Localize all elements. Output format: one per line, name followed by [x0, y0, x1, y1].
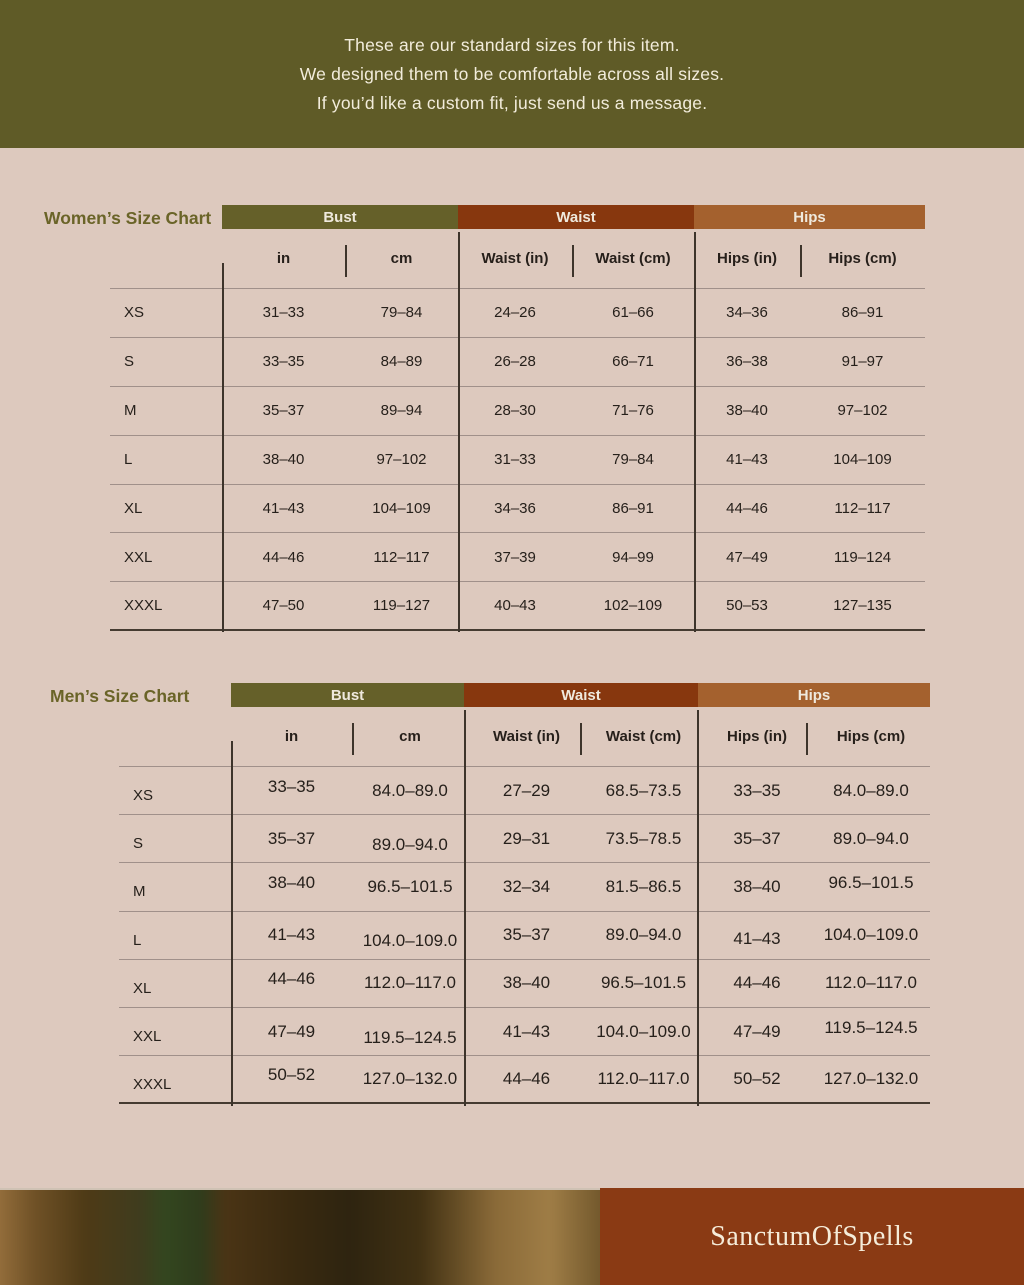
- measurement-value: 36–38: [726, 353, 768, 371]
- measurement-value: 84–89: [380, 353, 423, 371]
- size-label: M: [124, 402, 137, 420]
- measurement-value: 86–91: [612, 500, 654, 517]
- measurement-value: 31–33: [262, 304, 305, 322]
- table-row: [119, 1056, 930, 1104]
- size-label: L: [133, 931, 142, 949]
- table-row: [119, 912, 930, 960]
- women-chart-title: Women’s Size Chart: [44, 208, 212, 228]
- divider-tick: [800, 245, 802, 277]
- size-label: M: [133, 883, 146, 901]
- measurement-value: 41–43: [267, 925, 316, 945]
- waist-band: Waist: [458, 205, 694, 229]
- measurement-value: 35–37: [733, 828, 781, 848]
- col-header-hips-in: Hips (in): [717, 250, 777, 267]
- measurement-value: 41–43: [502, 1021, 551, 1041]
- table-row: [119, 863, 930, 911]
- measurement-value: 112.0–117.0: [824, 973, 917, 993]
- size-label: XXXL: [133, 1075, 172, 1093]
- measurement-value: 102–109: [603, 597, 663, 615]
- hips-band: Hips: [694, 205, 925, 229]
- divider-line: [697, 710, 699, 1106]
- measurement-value: 28–30: [494, 402, 536, 420]
- measurement-value: 26–28: [494, 353, 536, 371]
- measurement-value: 127–135: [833, 597, 892, 615]
- measurement-value: 89.0–94.0: [833, 828, 909, 848]
- waist-band: Waist: [464, 683, 698, 707]
- col-header-bust-in: in: [284, 728, 299, 745]
- measurement-value: 79–84: [612, 451, 654, 469]
- measurement-value: 127.0–132.0: [823, 1069, 919, 1089]
- measurement-value: 41–43: [726, 451, 768, 469]
- divider-tick: [345, 245, 347, 277]
- product-photo: [0, 1188, 600, 1285]
- measurement-value: 40–43: [494, 597, 536, 615]
- measurement-value: 112–117: [834, 500, 891, 517]
- table-row: [110, 436, 925, 485]
- table-row: [110, 289, 925, 338]
- measurement-value: 73.5–78.5: [605, 828, 682, 848]
- measurement-value: 97–102: [376, 451, 427, 469]
- men-chart-title: Men’s Size Chart: [50, 686, 190, 706]
- divider-line: [231, 741, 233, 1106]
- women-header-bands: [222, 205, 925, 229]
- measurement-value: 96.5–101.5: [600, 973, 687, 993]
- measurement-value: 81.5–86.5: [605, 876, 682, 896]
- measurement-value: 91–97: [841, 353, 884, 371]
- measurement-value: 47–49: [726, 548, 768, 566]
- measurement-value: 96.5–101.5: [828, 872, 914, 892]
- measurement-value: 41–43: [733, 929, 781, 949]
- women-table-body: [110, 289, 925, 631]
- measurement-value: 89–94: [380, 402, 423, 420]
- measurement-value: 37–39: [494, 548, 536, 566]
- info-banner: [0, 0, 1024, 148]
- table-row: [110, 582, 925, 631]
- measurement-value: 44–46: [733, 973, 781, 993]
- bust-band: Bust: [222, 205, 458, 229]
- product-photo-blur: [0, 1188, 600, 1285]
- size-label: XL: [124, 500, 143, 517]
- size-label: XXL: [124, 548, 153, 566]
- measurement-value: 32–34: [502, 876, 551, 896]
- table-row: [110, 485, 925, 534]
- divider-line: [694, 232, 696, 632]
- measurement-value: 41–43: [262, 500, 305, 517]
- size-label: L: [124, 451, 133, 469]
- measurement-value: 112–117: [373, 548, 430, 566]
- col-header-hips-in: Hips (in): [727, 728, 787, 745]
- measurement-value: 104.0–109.0: [362, 931, 458, 951]
- measurement-value: 44–46: [726, 500, 768, 517]
- measurement-value: 44–46: [267, 969, 316, 989]
- measurement-value: 127.0–132.0: [362, 1069, 458, 1089]
- footer-bar: [0, 1188, 1024, 1285]
- measurement-value: 112.0–117.0: [363, 973, 456, 993]
- measurement-value: 104.0–109.0: [823, 925, 919, 945]
- measurement-value: 31–33: [494, 451, 536, 469]
- divider-line: [464, 710, 466, 1106]
- banner-line-3: If you’d like a custom fit, just send us a message.: [316, 92, 708, 113]
- measurement-value: 33–35: [262, 353, 305, 371]
- measurement-value: 119.5–124.5: [824, 1017, 918, 1037]
- measurement-value: 38–40: [262, 451, 305, 469]
- measurement-value: 104–109: [372, 500, 431, 517]
- measurement-value: 33–35: [267, 776, 316, 796]
- measurement-value: 104–109: [833, 451, 892, 469]
- measurement-value: 24–26: [494, 304, 536, 322]
- table-row: [119, 767, 930, 815]
- col-header-waist-cm: Waist (cm): [595, 250, 671, 267]
- men-table-body: [119, 767, 930, 1104]
- shop-name: SanctumOfSpells: [710, 1220, 914, 1252]
- col-header-hips-cm: Hips (cm): [836, 728, 906, 745]
- brand-bar: [600, 1188, 1024, 1285]
- divider-tick: [572, 245, 574, 277]
- col-header-waist-in: Waist (in): [493, 728, 560, 745]
- men-subheader-row: [119, 707, 930, 767]
- men-size-chart-section: [0, 683, 1024, 1106]
- size-label: XXXL: [124, 597, 163, 615]
- measurement-value: 50–52: [733, 1069, 781, 1089]
- women-size-chart-section: [0, 205, 1024, 632]
- table-row: [119, 1008, 930, 1056]
- divider-tick: [806, 723, 808, 755]
- measurement-value: 71–76: [612, 402, 654, 420]
- banner-line-2: We designed them to be comfortable across all sizes.: [299, 63, 725, 84]
- measurement-value: 89.0–94.0: [372, 834, 448, 854]
- col-header-bust-cm: cm: [390, 250, 413, 267]
- measurement-value: 79–84: [380, 304, 423, 322]
- divider-tick: [352, 723, 354, 755]
- table-row: [110, 387, 925, 436]
- measurement-value: 38–40: [502, 973, 551, 993]
- divider-tick: [580, 723, 582, 755]
- measurement-value: 47–50: [262, 597, 305, 615]
- measurement-value: 29–31: [502, 828, 551, 848]
- size-label: S: [124, 353, 135, 371]
- size-label: XL: [133, 979, 152, 997]
- women-subheader-row: [110, 229, 925, 289]
- measurement-value: 33–35: [733, 780, 781, 800]
- measurement-value: 50–52: [267, 1065, 316, 1085]
- hips-band: Hips: [698, 683, 930, 707]
- measurement-value: 89.0–94.0: [605, 925, 682, 945]
- measurement-value: 38–40: [726, 402, 768, 420]
- bust-band: Bust: [231, 683, 464, 707]
- size-label: XS: [133, 787, 154, 805]
- size-label: XXL: [133, 1028, 162, 1046]
- table-row: [110, 338, 925, 387]
- size-column-header: [119, 707, 231, 766]
- measurement-value: 119–124: [833, 548, 892, 566]
- table-row: [119, 960, 930, 1008]
- measurement-value: 44–46: [502, 1069, 551, 1089]
- measurement-value: 119.5–124.5: [363, 1027, 457, 1047]
- measurement-value: 50–53: [726, 597, 768, 615]
- size-label: XS: [124, 304, 145, 322]
- measurement-value: 86–91: [841, 304, 884, 322]
- measurement-value: 47–49: [733, 1021, 781, 1041]
- measurement-value: 68.5–73.5: [605, 780, 682, 800]
- measurement-value: 84.0–89.0: [372, 780, 448, 800]
- measurement-value: 61–66: [612, 304, 654, 322]
- measurement-value: 35–37: [267, 828, 316, 848]
- size-column-header: [110, 229, 222, 288]
- measurement-value: 35–37: [502, 925, 551, 945]
- measurement-value: 27–29: [502, 780, 551, 800]
- measurement-value: 104.0–109.0: [596, 1021, 691, 1041]
- measurement-value: 38–40: [267, 872, 316, 892]
- measurement-value: 66–71: [612, 353, 654, 371]
- measurement-value: 44–46: [262, 548, 305, 566]
- measurement-value: 34–36: [494, 500, 536, 517]
- measurement-value: 119–127: [372, 597, 431, 615]
- measurement-value: 38–40: [733, 876, 781, 896]
- col-header-bust-in: in: [276, 250, 291, 267]
- size-label: S: [133, 835, 144, 853]
- men-header-bands: [231, 683, 930, 707]
- divider-line: [458, 232, 460, 632]
- measurement-value: 112.0–117.0: [597, 1069, 690, 1089]
- col-header-hips-cm: Hips (cm): [828, 250, 897, 267]
- col-header-bust-cm: cm: [399, 728, 421, 745]
- table-row: [110, 533, 925, 582]
- banner-line-1: These are our standard sizes for this item.: [344, 34, 680, 55]
- measurement-value: 97–102: [837, 402, 888, 420]
- measurement-value: 96.5–101.5: [367, 876, 453, 896]
- col-header-waist-in: Waist (in): [481, 250, 549, 267]
- measurement-value: 47–49: [267, 1021, 316, 1041]
- measurement-value: 84.0–89.0: [833, 780, 909, 800]
- table-row: [119, 815, 930, 863]
- measurement-value: 34–36: [726, 304, 768, 322]
- measurement-value: 35–37: [262, 402, 305, 420]
- measurement-value: 94–99: [612, 548, 654, 566]
- divider-line: [222, 263, 224, 632]
- col-header-waist-cm: Waist (cm): [605, 728, 682, 745]
